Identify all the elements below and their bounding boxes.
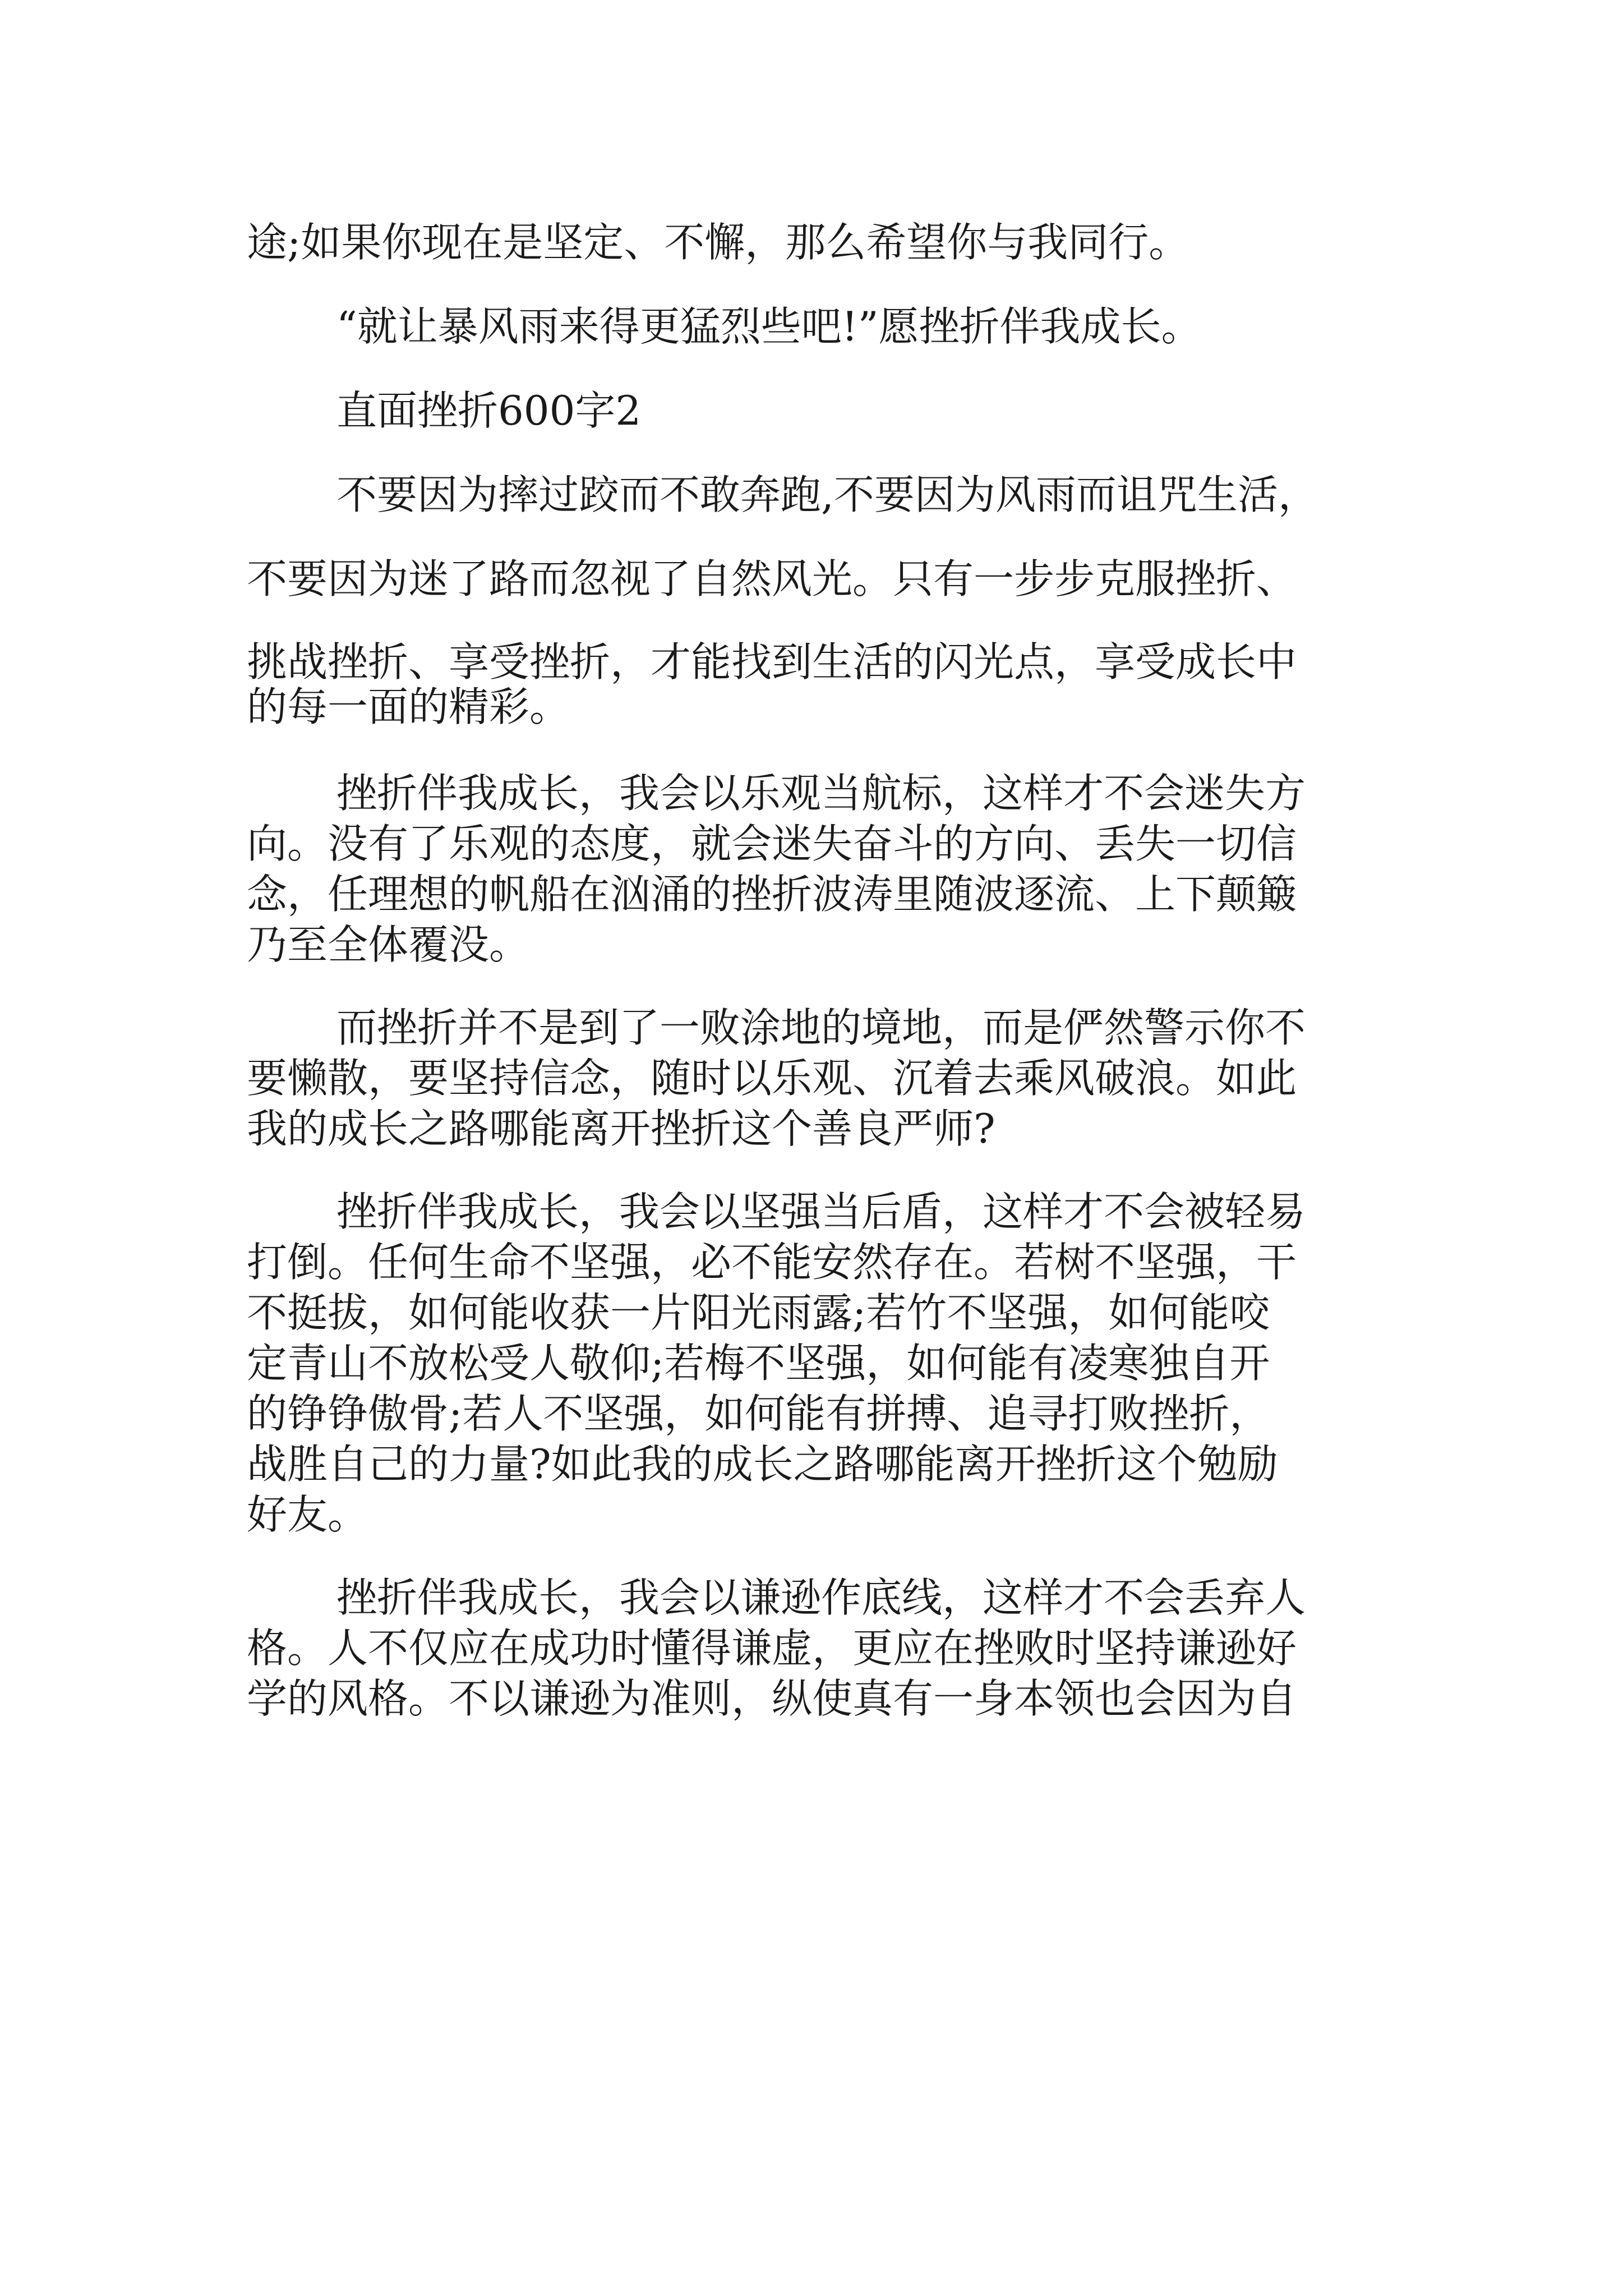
text-line: 不挺拔，如何能收获一片阳光雨露;若竹不坚强，如何能咬 — [247, 1289, 1270, 1336]
text-line: 挫折伴我成长，我会以乐观当航标，这样才不会迷失方 — [336, 770, 1306, 817]
text-line: 向。没有了乐观的态度，就会迷失奋斗的方向、丢失一切信 — [247, 820, 1297, 867]
text-line: “就让暴风雨来得更猛烈些吧!”愿挫折伴我成长。 — [336, 303, 1202, 350]
text-line: 打倒。任何生命不坚强，必不能安然存在。若树不坚强，干 — [247, 1239, 1297, 1286]
text-line: 格。人不仅应在成功时懂得谦虚，更应在挫败时坚持谦逊好 — [247, 1625, 1297, 1672]
text-line: 学的风格。不以谦逊为准则，纵使真有一身本领也会因为自 — [247, 1675, 1297, 1722]
text-line: 我的成长之路哪能离开挫折这个善良严师? — [247, 1105, 995, 1152]
text-line: 好友。 — [247, 1491, 368, 1538]
text-line: 途;如果你现在是坚定、不懈，那么希望你与我同行。 — [247, 219, 1189, 266]
text-line: 定青山不放松受人敬仰;若梅不坚强，如何能有凌寒独自开 — [247, 1340, 1270, 1387]
text-line: 战胜自己的力量?如此我的成长之路哪能离开挫折这个勉励 — [247, 1441, 1278, 1488]
text-line: 念，任理想的帆船在汹涌的挫折波涛里随波逐流、上下颠簸 — [247, 871, 1297, 918]
text-line: 的铮铮傲骨;若人不坚强，如何能有拼搏、追寻打败挫折， — [247, 1390, 1270, 1437]
text-line: 而挫折并不是到了一败涂地的境地，而是俨然警示你不 — [336, 1004, 1306, 1051]
section-heading: 直面挫折600字2 — [336, 387, 642, 434]
text-line: 不要因为摔过跤而不敢奔跑,不要因为风雨而诅咒生活， — [336, 471, 1318, 518]
text-line: 不要因为迷了路而忽视了自然风光。只有一步步克服挫折、 — [247, 555, 1297, 602]
text-line: 的每一面的精彩。 — [247, 683, 570, 730]
text-line: 挫折伴我成长，我会以坚强当后盾，这样才不会被轻易 — [336, 1188, 1306, 1235]
text-line: 挫折伴我成长，我会以谦逊作底线，这样才不会丢弃人 — [336, 1574, 1306, 1621]
text-line: 乃至全体覆没。 — [247, 921, 530, 968]
text-line: 要懒散，要坚持信念，随时以乐观、沉着去乘风破浪。如此 — [247, 1055, 1297, 1102]
text-line: 挑战挫折、享受挫折，才能找到生活的闪光点，享受成长中 — [247, 638, 1297, 685]
